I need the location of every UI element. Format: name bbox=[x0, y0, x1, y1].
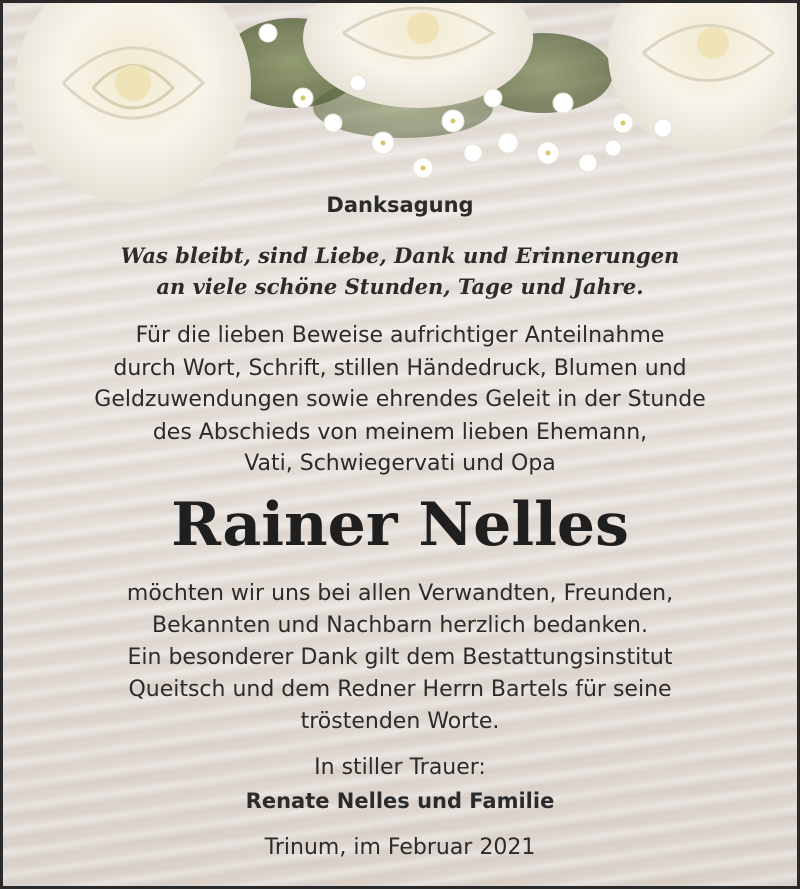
intro-line-5: Vati, Schwiegervati und Opa bbox=[244, 451, 556, 476]
thanks-line-4: Queitsch und dem Redner Herrn Bartels für seine bbox=[128, 677, 672, 702]
thanks-line-1: möchten wir uns bei allen Verwandten, Freunden, bbox=[126, 581, 674, 606]
notice-text bbox=[3, 3, 797, 886]
signatories: Renate Nelles und Familie bbox=[245, 789, 555, 813]
place-date: Trinum, im Februar 2021 bbox=[264, 835, 536, 860]
thanks-line-5: tröstenden Worte. bbox=[300, 709, 500, 734]
thanks-line-3: Ein besonderer Dank gilt dem Bestattungsinstitut bbox=[127, 645, 673, 670]
motto-line-1: Was bleibt, sind Liebe, Dank und Erinnerungen bbox=[120, 243, 680, 268]
intro-line-1: Für die lieben Beweise aufrichtiger Anteilnahme bbox=[135, 323, 665, 348]
intro-line-2: durch Wort, Schrift, stillen Händedruck, Blumen und bbox=[113, 356, 687, 381]
intro-line-3: Geldzuwendungen sowie ehrendes Geleit in der Stunde bbox=[94, 387, 706, 412]
notice-heading: Danksagung bbox=[326, 193, 474, 217]
intro-line-4: des Abschieds von meinem lieben Ehemann, bbox=[152, 420, 648, 445]
mourning-label: In stiller Trauer: bbox=[314, 755, 486, 780]
motto-line-2: an viele schöne Stunden, Tage und Jahre. bbox=[156, 274, 644, 299]
deceased-name: Rainer Nelles bbox=[171, 490, 629, 560]
thanks-line-2: Bekannten und Nachbarn herzlich bedanken. bbox=[152, 613, 648, 638]
